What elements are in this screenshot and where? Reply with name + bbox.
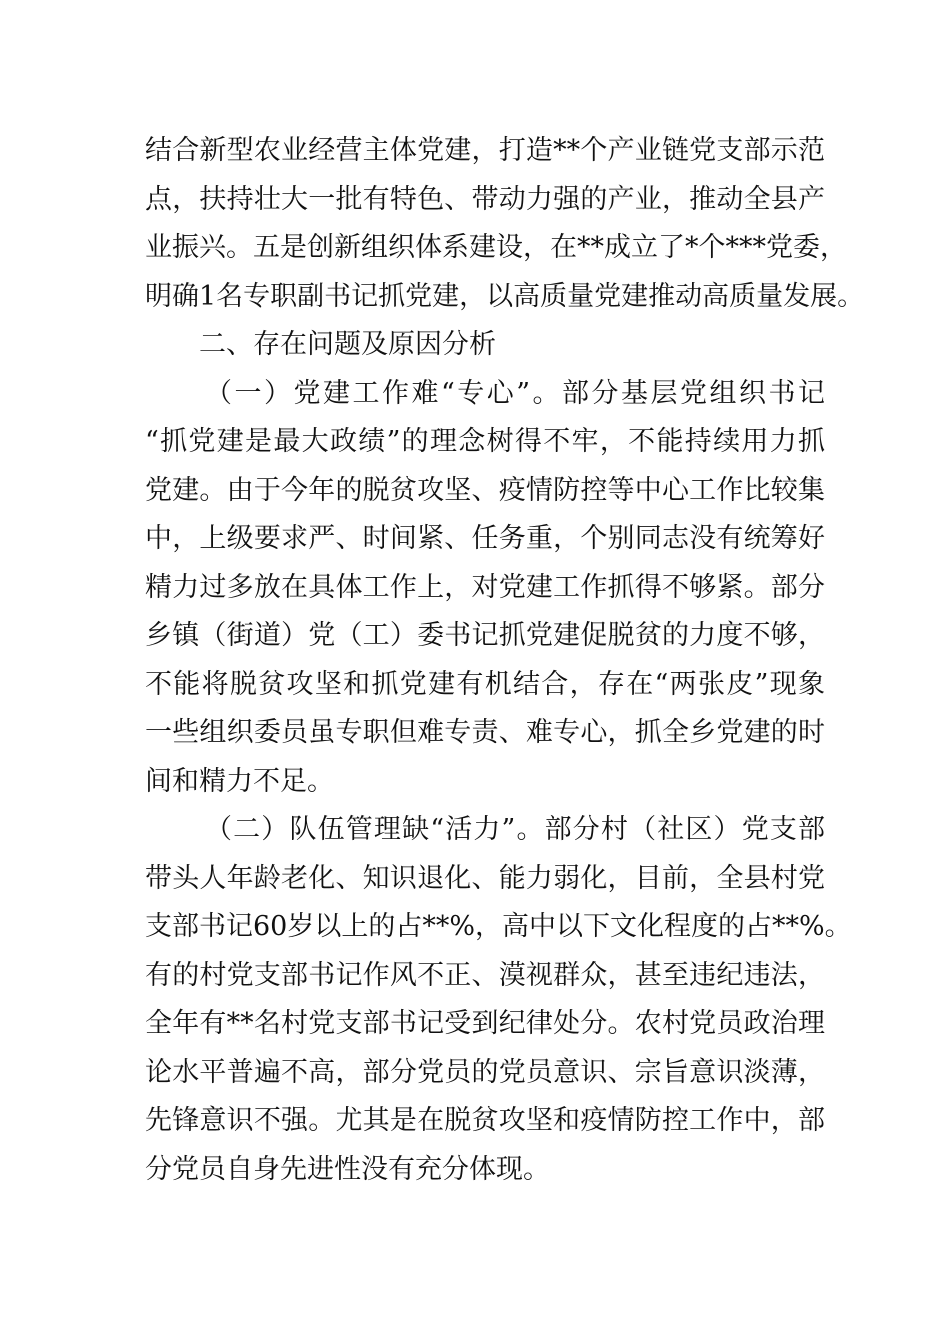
body-line: 点，扶持壮大一批有特色、带动力强的产业，推动全县产	[145, 183, 825, 215]
body-line: 明确1名专职副书记抓党建，以高质量党建推动高质量发展。	[145, 280, 865, 312]
body-line: 业振兴。五是创新组织体系建设，在**成立了*个***党委，	[145, 232, 847, 263]
body-line: 乡镇（街道）党（工）委书记抓党建促脱贫的力度不够，	[145, 620, 825, 651]
body-line: 一些组织委员虽专职但难专责、难专心，抓全乡党建的时	[145, 717, 825, 748]
body-line: 有的村党支部书记作风不正、漠视群众，甚至违纪违法，	[145, 959, 825, 991]
subsection-heading-line: （一）党建工作难“专心”。部分基层党组织书记	[205, 377, 825, 409]
body-line: “抓党建是最大政绩”的理念树得不牢，不能持续用力抓	[145, 426, 825, 457]
body-line: 全年有**名村党支部书记受到纪律处分。农村党员政治理	[145, 1008, 825, 1039]
section-heading: 二、存在问题及原因分析	[199, 329, 496, 360]
body-line: 分党员自身先进性没有充分体现。	[145, 1153, 550, 1185]
body-line: 结合新型农业经营主体党建，打造**个产业链党支部示范	[145, 135, 825, 166]
body-line: 带头人年龄老化、知识退化、能力弱化，目前，全县村党	[145, 862, 825, 894]
body-line: 支部书记60岁以上的占**%，高中以下文化程度的占**%。	[145, 911, 852, 942]
body-line: 先锋意识不强。尤其是在脱贫攻坚和疫情防控工作中，部	[145, 1105, 825, 1136]
body-line: 间和精力不足。	[145, 765, 334, 797]
body-line: 中，上级要求严、时间紧、任务重，个别同志没有统筹好	[145, 523, 825, 554]
body-line: 不能将脱贫攻坚和抓党建有机结合，存在“两张皮”现象	[145, 668, 825, 700]
body-line: 精力过多放在具体工作上，对党建工作抓得不够紧。部分	[145, 571, 825, 603]
document-body	[145, 127, 865, 1194]
subsection-heading-line: （二）队伍管理缺“活力”。部分村（社区）党支部	[205, 814, 825, 845]
body-line: 党建。由于今年的脱贫攻坚、疫情防控等中心工作比较集	[145, 474, 825, 506]
body-line: 论水平普遍不高，部分党员的党员意识、宗旨意识淡薄，	[145, 1056, 825, 1088]
